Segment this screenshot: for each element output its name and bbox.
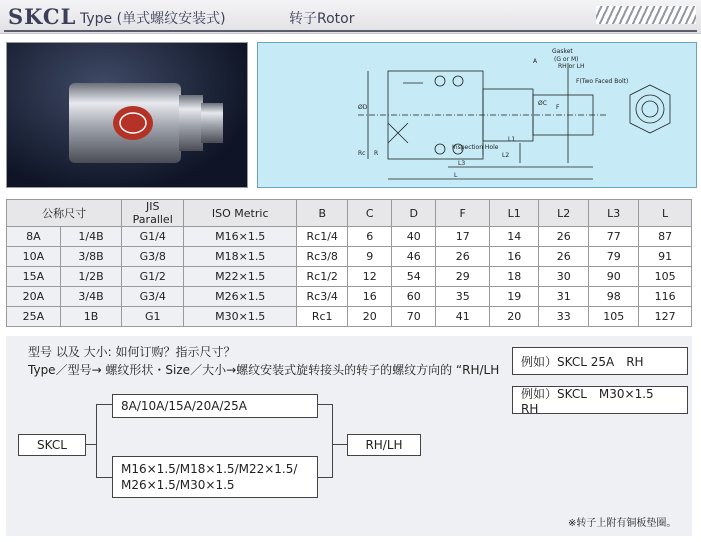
- table-cell: 79: [589, 247, 639, 267]
- table-cell: 25A: [7, 307, 61, 327]
- table-cell: 26: [539, 227, 589, 247]
- table-cell: 26: [539, 247, 589, 267]
- drawing-label-a: A: [533, 58, 538, 65]
- order-question: 型号 以及 大小: 如何订购？指示尺寸？: [28, 345, 236, 359]
- table-cell: 54: [392, 267, 436, 287]
- technical-drawing: [257, 42, 697, 188]
- table-cell: 31: [539, 287, 589, 307]
- table-cell: Rc1/2: [297, 267, 348, 287]
- rotor-photo-svg: [7, 43, 249, 189]
- table-cell: 105: [589, 307, 639, 327]
- table-cell: 1/2B: [60, 267, 121, 287]
- drawing-label-f: F: [556, 104, 560, 111]
- drawing-label-od: ØD: [358, 104, 368, 111]
- drawing-label-r: R: [374, 150, 379, 157]
- example-box-1: 例如）SKCL 25A RH: [512, 347, 688, 375]
- header-f: F: [436, 200, 490, 227]
- table-cell: 90: [589, 267, 639, 287]
- table-cell: M30×1.5: [184, 307, 297, 327]
- model-name: SKCL: [8, 4, 77, 29]
- table-cell: G1/2: [122, 267, 184, 287]
- drawing-label-rh-lh: RH or LH: [558, 63, 585, 70]
- product-photo: [6, 42, 248, 188]
- table-cell: 40: [392, 227, 436, 247]
- header-l: L: [639, 200, 692, 227]
- header-iso: ISO Metric: [184, 200, 297, 227]
- title-underline: [4, 30, 697, 32]
- direction-box: RH/LH: [347, 434, 421, 456]
- bracket-right-stem: [333, 444, 347, 445]
- table-cell: Rc3/8: [297, 247, 348, 267]
- table-cell: 1/4B: [60, 227, 121, 247]
- table-cell: 87: [639, 227, 692, 247]
- table-cell: 30: [539, 267, 589, 287]
- table-cell: 1B: [60, 307, 121, 327]
- table-cell: 60: [392, 287, 436, 307]
- bracket-right-top: [318, 404, 333, 405]
- header-l3: L3: [589, 200, 639, 227]
- header-c: C: [348, 200, 392, 227]
- header-jis: JIS Parallel: [122, 200, 184, 227]
- table-row: [7, 227, 692, 247]
- table-cell: G1/4: [122, 227, 184, 247]
- sizes-box: 8A/10A/15A/20A/25A: [112, 394, 318, 418]
- table-cell: M16×1.5: [184, 227, 297, 247]
- table-cell: 14: [490, 227, 539, 247]
- table-cell: 8A: [7, 227, 61, 247]
- table-cell: 16: [490, 247, 539, 267]
- table-cell: M18×1.5: [184, 247, 297, 267]
- drawing-label-rc: Rc: [358, 150, 366, 157]
- table-cell: 3/8B: [60, 247, 121, 267]
- drawing-label-l1: L1: [508, 136, 516, 143]
- table-cell: 3/4B: [60, 287, 121, 307]
- table-cell: 46: [392, 247, 436, 267]
- table-cell: 116: [639, 287, 692, 307]
- drawing-label-l3: L3: [458, 160, 466, 167]
- table-row: [7, 267, 692, 287]
- table-cell: 12: [348, 267, 392, 287]
- drawing-svg: [258, 43, 698, 189]
- decorative-stripes: [596, 6, 696, 24]
- table-cell: 41: [436, 307, 490, 327]
- bracket-left-stem: [86, 444, 96, 445]
- table-cell: 77: [589, 227, 639, 247]
- table-cell: 20A: [7, 287, 61, 307]
- header-nominal-size: 公称尺寸: [7, 200, 122, 227]
- table-cell: M22×1.5: [184, 267, 297, 287]
- table-cell: M26×1.5: [184, 287, 297, 307]
- header-d: D: [392, 200, 436, 227]
- table-cell: G3/8: [122, 247, 184, 267]
- table-cell: 20: [348, 307, 392, 327]
- table-cell: 105: [639, 267, 692, 287]
- table-cell: 91: [639, 247, 692, 267]
- footnote: ※转子上附有铜板垫圈。: [568, 518, 677, 529]
- table-cell: G3/4: [122, 287, 184, 307]
- table-cell: 127: [639, 307, 692, 327]
- table-header-row: [7, 200, 692, 227]
- drawing-label-l: L: [454, 172, 458, 179]
- metric-box: [112, 456, 318, 498]
- table-cell: 10A: [7, 247, 61, 267]
- table-row: [7, 287, 692, 307]
- drawing-label-inspection-hole: Inspection Hole: [452, 144, 499, 151]
- table-cell: 20: [490, 307, 539, 327]
- table-row: [7, 247, 692, 267]
- table-cell: 16: [348, 287, 392, 307]
- bracket-right: [332, 404, 333, 478]
- table-row: [7, 307, 692, 327]
- table-cell: 70: [392, 307, 436, 327]
- drawing-label-oc: ØC: [538, 100, 547, 107]
- bracket-left-bottom: [96, 477, 112, 478]
- table-cell: 17: [436, 227, 490, 247]
- table-cell: 6: [348, 227, 392, 247]
- table-cell: 9: [348, 247, 392, 267]
- table-cell: 15A: [7, 267, 61, 287]
- bracket-left-top: [96, 404, 112, 405]
- table-cell: 98: [589, 287, 639, 307]
- drawing-label-f-two-faced: F(Two Faced Bolt): [576, 78, 629, 85]
- table-cell: Rc1/4: [297, 227, 348, 247]
- drawing-label-l2: L2: [502, 152, 510, 159]
- rotor-label: 转子Rotor: [289, 11, 355, 27]
- header-l1: L1: [490, 200, 539, 227]
- header-b: B: [297, 200, 348, 227]
- metric-line-2: M26×1.5/M30×1.5: [121, 478, 235, 492]
- order-instruction: Type／型号→ 螺纹形状・Size／大小→螺纹安装式旋转接头的转子的螺纹方向的 “RH/LH: [28, 363, 500, 377]
- drawing-label-gasket: Gasket: [552, 48, 573, 55]
- type-label: Type (单式螺纹安装式): [80, 11, 226, 27]
- example-box-2: 例如）SKCL M30×1.5 RH: [512, 386, 688, 414]
- table-cell: 26: [436, 247, 490, 267]
- table-cell: 33: [539, 307, 589, 327]
- table-cell: 29: [436, 267, 490, 287]
- spec-table: [6, 199, 692, 327]
- table-cell: Rc1: [297, 307, 348, 327]
- table-cell: Rc3/4: [297, 287, 348, 307]
- table-cell: G1: [122, 307, 184, 327]
- table-cell: 19: [490, 287, 539, 307]
- bracket-left: [96, 404, 97, 478]
- metric-line-1: M16×1.5/M18×1.5/M22×1.5/: [121, 462, 298, 476]
- table-cell: 18: [490, 267, 539, 287]
- drawing-label-g-or-m: (G or M): [554, 56, 579, 63]
- code-box: SKCL: [18, 434, 86, 456]
- header-l2: L2: [539, 200, 589, 227]
- bracket-right-bottom: [318, 477, 333, 478]
- table-cell: 35: [436, 287, 490, 307]
